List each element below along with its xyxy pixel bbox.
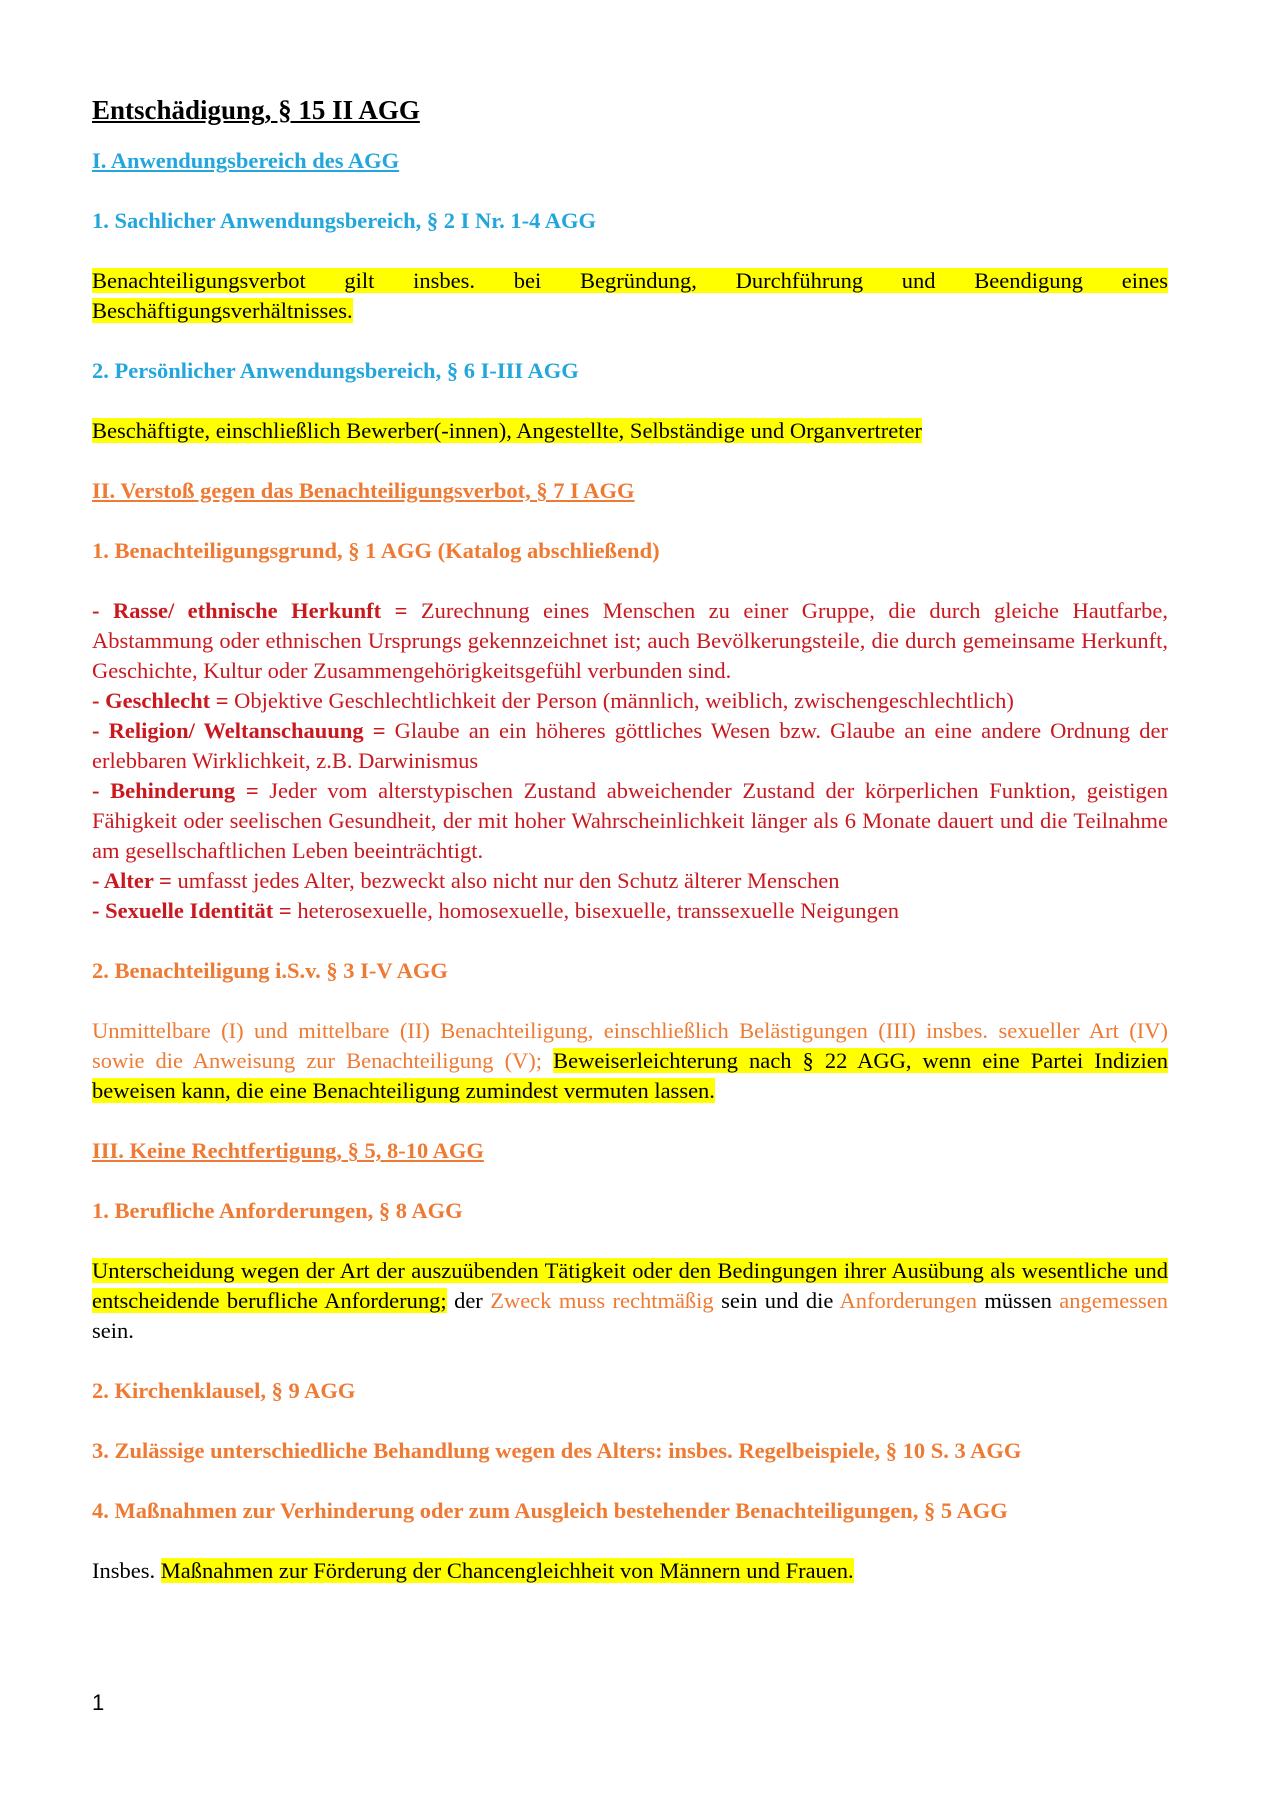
paragraph-3-4	[92, 1556, 1168, 1586]
ground-item	[92, 716, 1168, 776]
ground-term: - Behinderung =	[92, 778, 259, 803]
ground-item	[92, 866, 1168, 896]
grounds-list	[92, 596, 1168, 926]
subheading-1-2: 2. Persönlicher Anwendungsbereich, § 6 I-III AGG	[92, 358, 579, 383]
text: müssen	[976, 1288, 1060, 1313]
highlight-3-4: Maßnahmen zur Förderung der Chancengleichheit von Männern und Frauen.	[160, 1558, 854, 1583]
ground-definition: umfasst jedes Alter, bezweckt also nicht nur den Schutz älterer Menschen	[171, 868, 840, 893]
text: Insbes.	[92, 1558, 161, 1583]
ground-term: - Rasse/ ethnische Herkunft =	[92, 598, 408, 623]
orange-text: angemessen	[1059, 1288, 1168, 1313]
orange-text: Unmittelbare (I) und mittelbare (II) Benachteiligung, einschließlich Belästigungen (III) insbes. sexueller Art (IV) sowie die Anweisung zur Benachteiligung (V);	[92, 1018, 1168, 1073]
subheading-3-1: 1. Berufliche Anforderungen, § 8 AGG	[92, 1198, 463, 1223]
highlight-3-1: Unterscheidung wegen der Art der auszuübenden Tätigkeit oder den Bedingungen ihrer Ausübung als wesentliche und entscheidende berufliche Anforderung;	[92, 1258, 1168, 1313]
orange-text: Anforderungen	[839, 1288, 977, 1313]
paragraph-3-1	[92, 1256, 1168, 1346]
text-space	[542, 1048, 553, 1073]
subheading-2-2: 2. Benachteiligung i.S.v. § 3 I-V AGG	[92, 958, 448, 983]
text: sein und die	[713, 1288, 840, 1313]
ground-term: - Sexuelle Identität =	[92, 898, 292, 923]
paragraph-1-1	[92, 266, 1168, 326]
ground-definition: Glaube an ein höheres göttliches Wesen bzw. Glaube an eine andere Ordnung der erlebbaren Wirklichkeit, z.B. Darwinismus	[92, 718, 1168, 773]
ground-term: - Religion/ Weltanschauung =	[92, 718, 386, 743]
ground-definition: heterosexuelle, homosexuelle, bisexuelle, transsexuelle Neigungen	[291, 898, 899, 923]
paragraph-1-2	[92, 416, 1168, 446]
subheading-1-1: 1. Sachlicher Anwendungsbereich, § 2 I Nr. 1-4 AGG	[92, 208, 597, 233]
ground-item	[92, 896, 1168, 926]
subheading-3-4: 4. Maßnahmen zur Verhinderung oder zum Ausgleich bestehender Benachteiligungen, § 5 AGG	[92, 1498, 1008, 1523]
orange-text: Zweck muss rechtmäßig	[490, 1288, 714, 1313]
section-heading-3: III. Keine Rechtfertigung, § 5, 8-10 AGG	[92, 1138, 484, 1163]
subheading-3-2: 2. Kirchenklausel, § 9 AGG	[92, 1378, 356, 1403]
highlight-1-2: Beschäftigte, einschließlich Bewerber(-innen), Angestellte, Selbständige und Organvertreter	[92, 418, 922, 443]
ground-term: - Geschlecht =	[92, 688, 229, 713]
ground-item	[92, 596, 1168, 686]
paragraph-2-2	[92, 1016, 1168, 1106]
section-heading-1: I. Anwendungsbereich des AGG	[92, 148, 400, 173]
ground-item	[92, 776, 1168, 866]
ground-item	[92, 686, 1168, 716]
text: der	[446, 1288, 491, 1313]
text: sein.	[92, 1318, 134, 1343]
subheading-2-1: 1. Benachteiligungsgrund, § 1 AGG (Katalog abschließend)	[92, 538, 660, 563]
ground-term: - Alter =	[92, 868, 172, 893]
document-title: Entschädigung, § 15 II AGG	[92, 95, 420, 125]
ground-definition: Zurechnung eines Menschen zu einer Gruppe, die durch gleiche Hautfarbe, Abstammung oder ethnischen Ursprungs gekennzeichnet ist; auch Bevölkerungsteile, die durch gemeinsame Herkunft, Geschichte, Kultur oder Zusammengehörigkeitsgefühl verbunden sind.	[92, 598, 1169, 683]
ground-definition: Objektive Geschlechtlichkeit der Person (männlich, weiblich, zwischengeschlechtlich)	[228, 688, 1014, 713]
highlight-2-2: Beweiserleichterung nach § 22 AGG, wenn eine Partei Indizien beweisen kann, die eine Benachteiligung zumindest vermuten lassen.	[92, 1048, 1169, 1103]
page-number: 1	[92, 1690, 105, 1715]
highlight-1-1: Benachteiligungsverbot gilt insbes. bei Begründung, Durchführung und Beendigung eines Beschäftigungsverhältnisses.	[92, 268, 1168, 323]
subheading-3-3: 3. Zulässige unterschiedliche Behandlung wegen des Alters: insbes. Regelbeispiele, § 10 S. 3 AGG	[92, 1438, 1022, 1463]
document-page	[92, 88, 1168, 1586]
section-heading-2: II. Verstoß gegen das Benachteiligungsverbot, § 7 I AGG	[92, 478, 635, 503]
ground-definition: Jeder vom alterstypischen Zustand abweichender Zustand der körperlichen Funktion, geistigen Fähigkeit oder seelischen Gesundheit, der mit hoher Wahrscheinlichkeit länger als 6 Monate dauert und die Teilnahme am gesellschaftlichen Leben beeinträchtigt.	[92, 778, 1168, 863]
